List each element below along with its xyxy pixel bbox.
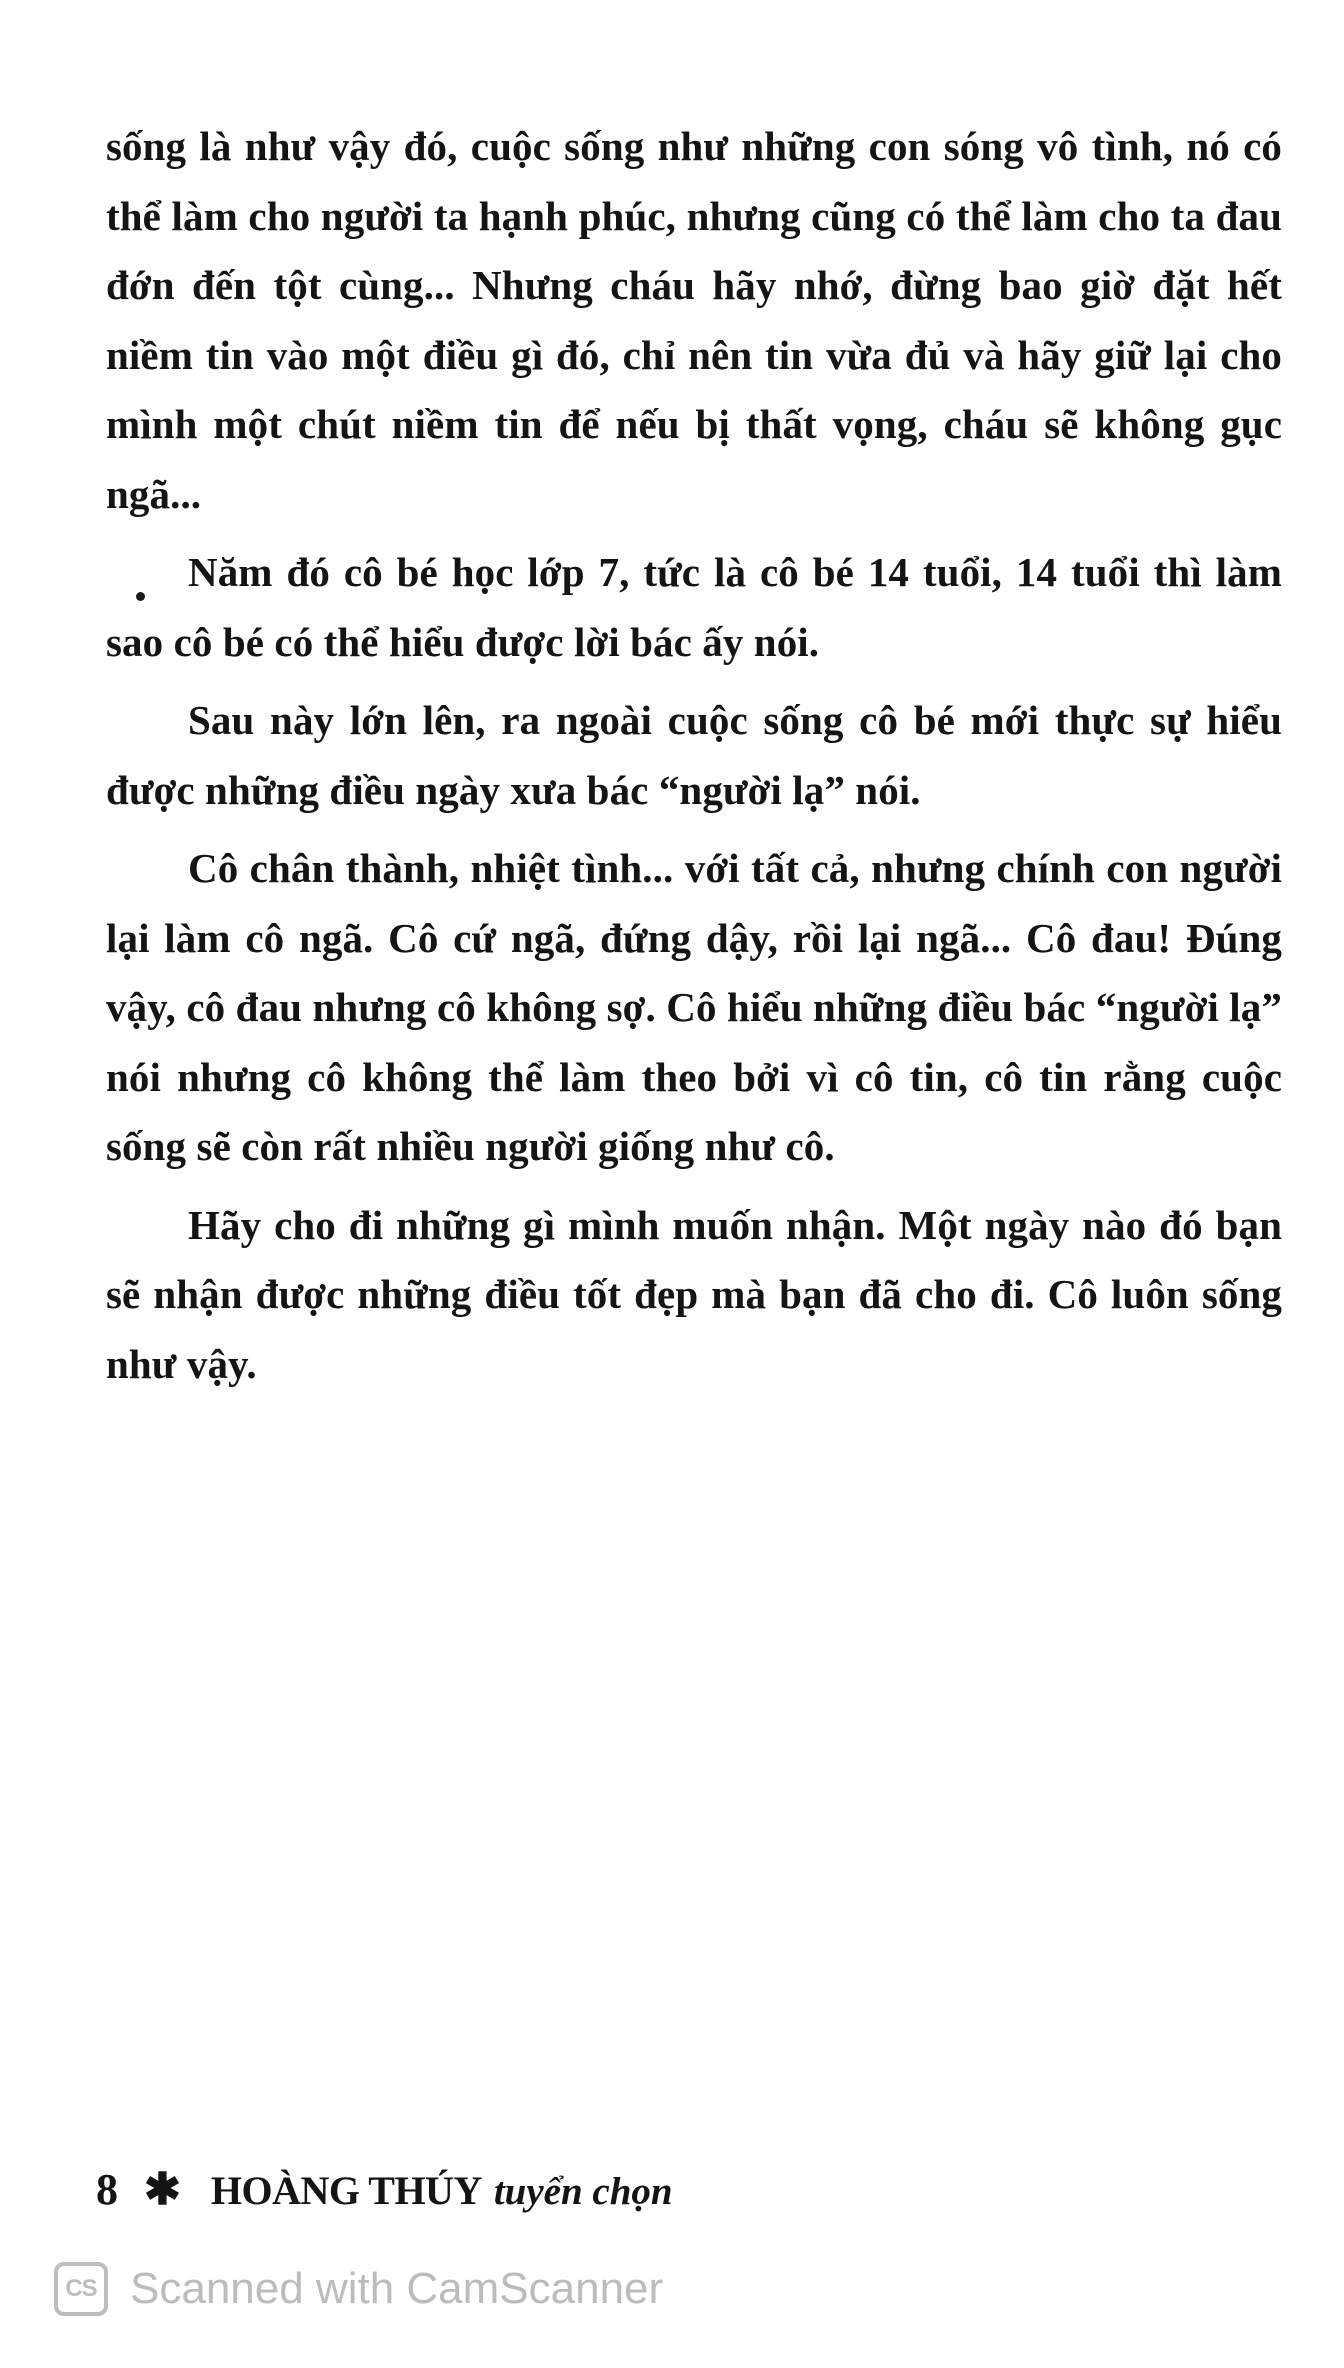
paragraph-1: sống là như vậy đó, cuộc sống như những con sóng vô tình, nó có thể làm cho người ta hạnh phúc, nhưng cũng có thể làm cho ta đau đớn đến tột cùng... Nhưng cháu hãy nhớ, đừng bao giờ đặt hết niềm tin vào một điều gì đó, chỉ nên tin vừa đủ và hãy giữ lại cho mình một chút niềm tin để nếu bị thất vọng, cháu sẽ không gục ngã... <box>106 123 1282 517</box>
watermark-text: Scanned with CamScanner <box>130 2264 664 2313</box>
paragraph-3: Sau này lớn lên, ra ngoài cuộc sống cô bé mới thực sự hiểu được những điều ngày xưa bác “người lạ” nói. <box>106 697 1282 813</box>
page-footer <box>96 2164 673 2234</box>
page-body <box>106 112 1282 1408</box>
scan-speck <box>136 592 145 601</box>
star-icon: ✱ <box>144 2165 181 2214</box>
camscanner-watermark <box>54 2262 663 2316</box>
book-subtitle: tuyển chọn <box>493 2170 673 2213</box>
author-name: HOÀNG THÚY <box>210 2168 482 2213</box>
camscanner-logo-icon: CS <box>54 2262 108 2316</box>
paragraph-5: Hãy cho đi những gì mình muốn nhận. Một ngày nào đó bạn sẽ nhận được những điều tốt đẹp mà bạn đã cho đi. Cô luôn sống như vậy. <box>106 1201 1282 1387</box>
paragraph-2: Năm đó cô bé học lớp 7, tức là cô bé 14 tuổi, 14 tuổi thì làm sao cô bé có thể hiểu được lời bác ấy nói. <box>106 549 1282 665</box>
paragraph-4: Cô chân thành, nhiệt tình... với tất cả, nhưng chính con người lại làm cô ngã. Cô cứ ngã, đứng dậy, rồi lại ngã... Cô đau! Đúng vậy, cô đau nhưng cô không sợ. Cô hiểu những điều bác “người lạ” nói nhưng cô không thể làm theo bởi vì cô tin, cô tin rằng cuộc sống sẽ còn rất nhiều người giống như cô. <box>106 845 1282 1169</box>
page-number: 8 <box>96 2165 118 2214</box>
